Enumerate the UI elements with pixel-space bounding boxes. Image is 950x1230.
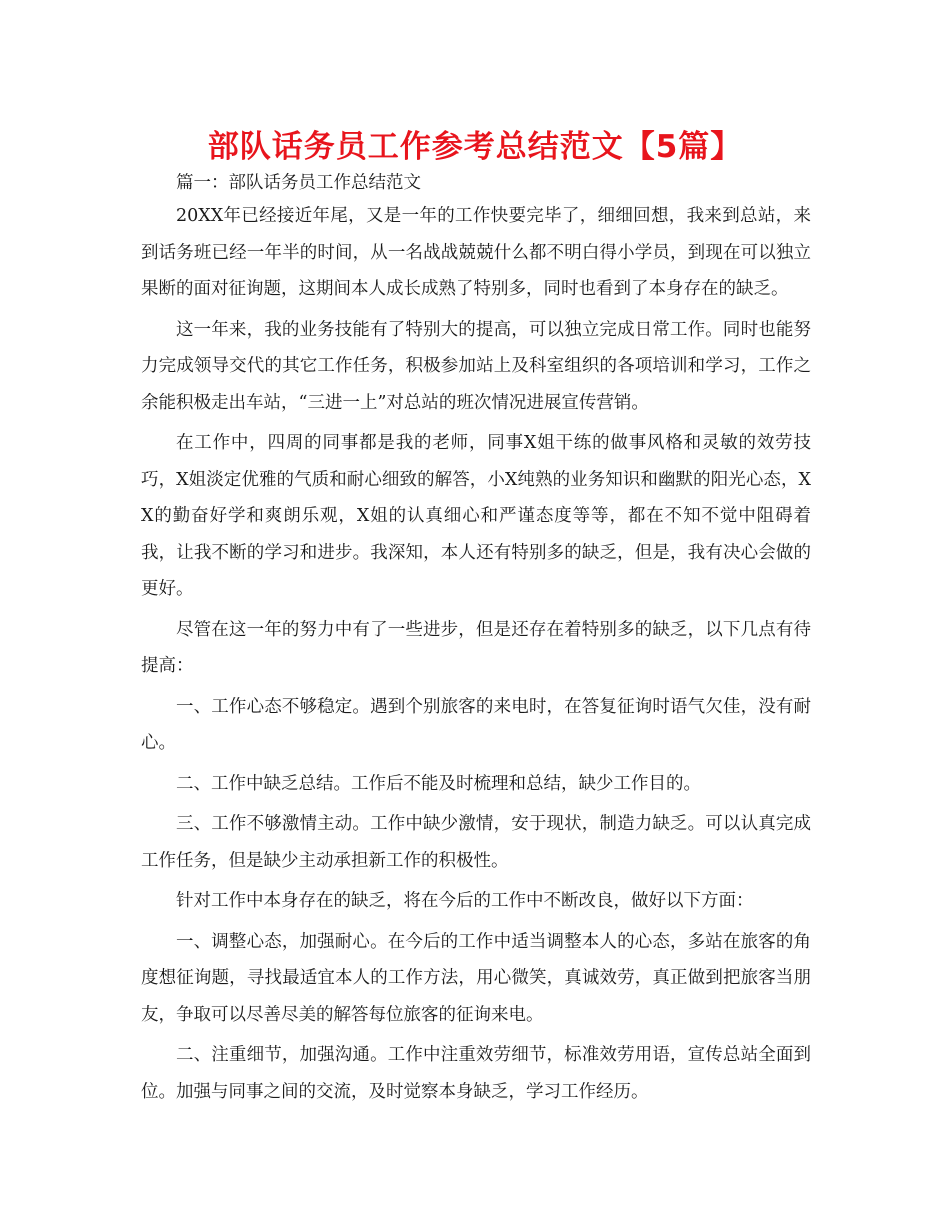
paragraph: 一、调整心态，加强耐心。在今后的工作中适当调整本人的心态，多站在旅客的角度想征询题，寻找最适宜本人的工作方法，用心微笑，真诚效劳，真正做到把旅客当朋友，争取可以尽善尽美的解答每位旅客的征询来电。 <box>141 931 811 1025</box>
paragraph: 针对工作中本身存在的缺乏，将在今后的工作中不断改良，做好以下方面： <box>176 891 754 911</box>
paragraph: 二、注重细节，加强沟通。工作中注重效劳细节，标准效劳用语，宣传总站全面到位。加强与同事之间的交流，及时觉察本身缺乏，学习工作经历。 <box>141 1045 811 1102</box>
document-title: 部队话务员工作参考总结范文【5篇】 <box>207 129 743 165</box>
paragraph: 二、工作中缺乏总结。工作后不能及时梳理和总结，缺少工作目的。 <box>176 773 701 794</box>
paragraph: 三、工作不够激情主动。工作中缺少激情，安于现状，制造力缺乏。可以认真完成工作任务，但是缺少主动承担新工作的积极性。 <box>141 814 811 871</box>
paragraph: 这一年来，我的业务技能有了特别大的提高，可以独立完成日常工作。同时也能努力完成领导交代的其它工作任务，积极参加站上及科室组织的各项培训和学习，工作之余能积极走出车站，“三进一上”对总站的班次情况进展宣传营销。 <box>141 319 811 413</box>
paragraph: 一、工作心态不够稳定。遇到个别旅客的来电时，在答复征询时语气欠佳，没有耐心。 <box>141 696 811 753</box>
document-body <box>141 168 811 1114</box>
paragraph: 尽管在这一年的努力中有了一些进步，但是还存在着特别多的缺乏，以下几点有待提高： <box>141 619 811 676</box>
paragraph: 在工作中，四周的同事都是我的老师，同事X姐干练的做事风格和灵敏的效劳技巧，X姐淡定优雅的气质和耐心细致的解答，小X纯熟的业务知识和幽默的阳光心态，XX的勤奋好学和爽朗乐观，X姐的认真细心和严谨态度等等，都在不知不觉中阻碍着我，让我不断的学习和进步。我深知，本人还有特别多的缺乏，但是，我有决心会做的更好。 <box>141 433 811 599</box>
section-subheading: 篇一：部队话务员工作总结范文 <box>176 173 421 193</box>
paragraph: 20XX年已经接近年尾，又是一年的工作快要完毕了，细细回想，我来到总站，来到话务班已经一年半的时间，从一名战战兢兢什么都不明白得小学员，到现在可以独立果断的面对征询题，这期间本人成长成熟了特别多，同时也看到了本身存在的缺乏。 <box>141 206 811 299</box>
